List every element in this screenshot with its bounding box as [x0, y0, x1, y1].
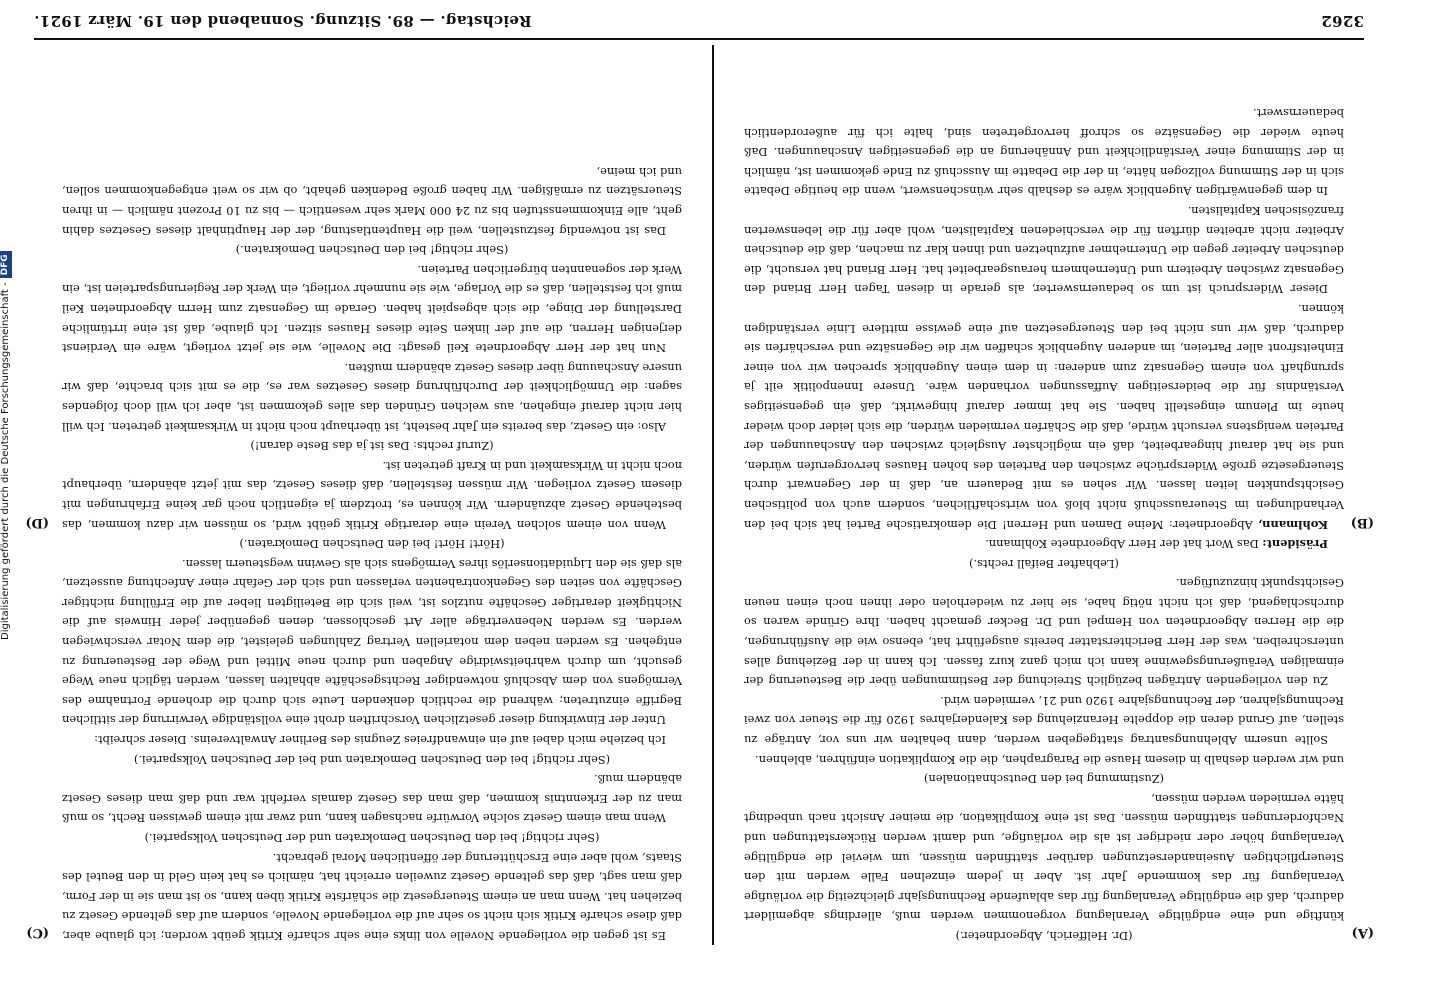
digitization-credit	[0, 254, 13, 640]
reaction: (Lebhafter Beifall rechts.)	[969, 556, 1119, 571]
paragraph: Also: ein Gesetz, das bereits ein Jahr besteht, ist überhaupt noch nicht in Wirksamkeit getreten. Ich will hier nicht darauf eingehen, aus welchen Gründen das alles gekommen ist, aber ich will doch folgendes sagen: die Unmöglichkeit der Durchführung dieses Gesetzes war es, die es mit sich brachte, daß wir unsere Anschauung über dieses Gesetz abändern mußten.	[62, 360, 682, 434]
reaction: (Sehr richtig! bei den Deutschen Demokraten und bei der Deutschen Volkspartei.)	[133, 752, 611, 767]
paragraph: In dem gegenwärtigen Augenblick wäre es deshalb sehr wünschenswert, wenn die heutige Debatte sich in der Stimmung vollzogen hätte, in der die Debatte im Ausschuß zu Ende gekommen ist, nämlich in der Stimmung einer Verständlichkeit und Annäherung an die gegenseitigen Anschauungen. Daß heute wieder die Gegensätze so schroff hervorgetreten sind, halte ich für außerordentlich bedauernswert.	[744, 106, 1344, 199]
reaction: (Zustimmung bei den Deutschnationalen)	[923, 772, 1165, 787]
reaction: (Sehr richtig! bei den Deutschen Demokraten und der Deutschen Volkspartei.)	[144, 831, 600, 846]
quotation: Unter der Einwirkung dieser gesetzlichen Vorschriften droht eine vollständige Verwirrung der sittlichen Begriffe einzutreten; während die rechtlich denkenden Leute sich durch die drohende Fortnahme des Vermögens von dem Abschluß notwendiger Rechtsgeschäfte abhalten lassen, werden täglich neue Wege gesucht, um durch wahrheitswidrige Angaben und durch neue Mittel und Wege der Besteuerung zu entgehen. Es werden neben dem notariellen Vertrag Zahlungen geleistet, die dem Notar verschwiegen werden. Es werden Nebenverträge aller Art geschlossen, denen gegenüber jeder Hinweis auf die Nichtigkeit derartiger Geschäfte nutzlos ist, weil sich die Beteiligten lieber auf die Erfüllung nichtiger Geschäfte von seiten des Gegenkontrahenten verlassen und sich der Gefahr einer Anfechtung aussetzen, als daß sie den Liquidationserlös ihres Vermögens sich als Gewinn wegsteuern lassen.	[62, 556, 682, 728]
page-header	[34, 7, 1364, 35]
right-column	[62, 45, 682, 945]
page-number: 3262	[1321, 12, 1364, 30]
margin-mark-b: (B)	[1350, 515, 1374, 530]
paragraph: Zu den vorliegenden Anträgen bezüglich Streichung der Bestimmungen über die Besteuerung der einmaligen Veräußerungsgewinne kann ich mich ganz kurz fassen. Ich kann in der Beziehung alles unterschreiben, was der Herr Berichterstatter bereits ausgeführt hat, ebenso wie die Ausführungen, die die Herren Abgeordneten von Hempel und Dr. Becker gemacht haben. Ihre Gründe waren so durchschlagend, daß ich nicht nötig habe, sie hier zu wiederholen oder ihnen noch einen neuen Gesichtspunkt hinzuzufügen.	[744, 576, 1344, 689]
paragraph	[744, 534, 1344, 554]
paragraph: Dieser Widerspruch ist um so bedauernswerter, als gerade in diesen Tagen Herr Briand den Gegensatz zwischen Arbeitern und Unternehmern herausgearbeitet hat. Herr Briand hat versucht, die deutschen Arbeiter gegen die Unternehmer aufzuhetzen und ihnen klar zu machen, daß die deutschen Arbeiter nicht arbeiten dürften für die verschiedenen Kapitalisten, wohl aber für die lebenswerten französischen Kapitalisten.	[744, 204, 1344, 297]
left-column	[744, 45, 1344, 945]
paragraph: und wir werden deshalb in diesem Hause die Paragraphen, die die Komplikation einführen, ablehnen.	[755, 752, 1344, 767]
paragraph: Wenn von einem solchen Verein eine derartige Kritik geübt wird, so müssen wir dazu kommen, das bestehende Gesetz abzuändern. Wir können es, trotzdem ja eigentlich noch gar keine Erfahrungen mit diesem Gesetz vorliegen. Wir müssen feststellen, daß dieses Gesetz, das mit jetzt abändern, überhaupt noch nicht in Wirksamkeit und in Kraft getreten ist.	[62, 458, 682, 532]
header-rule	[34, 38, 1364, 40]
speech-text: Das Wort hat der Herr Abgeordnete Kohlmann.	[985, 537, 1259, 552]
paragraph: Ich beziehe mich dabei auf ein einwandfreies Zeugnis des Berliner Anwaltvereins. Dieser schreibt:	[94, 733, 666, 748]
paragraph	[744, 298, 1344, 533]
reaction: (Zuruf rechts: Das ist ja das Beste daran!)	[250, 439, 494, 454]
margin-mark-c: (C)	[26, 925, 49, 940]
dfg-logo: DFG	[0, 251, 12, 278]
running-title: Reichstag. — 89. Sitzung. Sonnabend den 19. März 1921.	[34, 12, 532, 30]
margin-mark-a: (A)	[1351, 925, 1374, 940]
credit-text: Digitalisierung gefördert durch die Deutsche Forschungsgemeinschaft -	[0, 282, 11, 640]
reaction: (Hört! Hört! bei den Deutschen Demokraten.)	[239, 537, 505, 552]
paragraph: Das ist notwendig festzustellen, weil die Hauptentlastung, der der Hauptinhalt dieses Gesetzes dahin geht, alle Einkommensstufen bis zu 24 000 Mark sehr wesentlich — bis zu 10 Prozent nämlich — in ihren Steuersätzen zu ermäßigen. Wir haben große Bedenken gehabt, ob wir so weit entgegenkommen sollen, und ich meine,	[62, 164, 682, 238]
paragraph: Wenn man einem Gesetz solche Vorwürfe nachsagen kann, und zwar mit einem gewissen Recht, so muß man zu der Erkenntnis kommen, daß man das Gesetz damals verfehlt war und daß man dieses Gesetz abändern muß.	[62, 772, 682, 826]
paragraph: künftige und eine endgültige Veranlagung vorgenommen werden muß, allerdings abgemildert dadurch, daß die endgültige Veranlagung für das ablaufende Rechnungsjahr gleichzeitig die vorläufige Veranlagung für das kommende Jahr ist. Aber in jedem einzelnen Falle werden mit den Steuerpflichtigen Auseinandersetzungen darüber stattfinden müssen, um wieviel die endgültige Veranlagung höher oder niedriger ist als die vorläufige, und damit werden Rückerstattungen und Nachforderungen stattfinden müssen. Das ist eine Komplikation, die meiner Ansicht nach unbedingt hätte vermieden werden müssen,	[744, 791, 1344, 924]
speech-text: Abgeordneter: Meine Damen und Herren! Die demokratische Partei hat sich bei den Verhandlungen im Steuerausschuß nicht bloß von wirtschaftlichen, sondern auch von politischen Gesichtspunkten leiten lassen. Wir sehen es mit Bedauern an, daß in der Gegenwart durch Steuergesetze große Widersprüche zwischen den Parteien des hohen Hauses hervorgerufen würden, und sie hat darauf hingearbeitet, daß ein möglichster Ausgleich zwischen den Anschauungen der Parteien wenigstens versucht würde, daß die Schärfen vermieden würden, die sich leider doch wieder heute im Plenum eingestellt haben. Sie hat immer darauf hingewirkt, daß ein gegenseitiges Verständnis für die beiderseitigen Auffassungen vorhanden wäre. Unsere Innenpolitik eilt ja sprunghaft von einem Gegensatz zum anderen: in dem einen Augenblick sprechen wir von einer Einheitsfront aller Parteien, im anderen Augenblick schaffen wir die Gegensätze und verschärfen sie dadurch, daß wir uns nicht bei den Steuergesetzen auf eine gewisse mittlere Linie verständigen können.	[744, 302, 1344, 532]
paragraph: Es ist gegen die vorliegende Novelle von links eine sehr scharfe Kritik geübt worden; ich glaube aber, daß diese scharfe Kritik sich nicht so sehr auf die vorliegende Novelle, sondern auf das geltende Gesetz zu beziehen hat. Wenn man an einem Steuergesetz die schärfste Kritik üben kann, so ist man sie in der Form, daß man sagt, daß das geltende Gesetz zuweilen erreicht hat, nämlich es hat kein Geld in den Beutel des Staats, wohl aber eine Erschütterung der öffentlichen Moral gebracht.	[62, 850, 682, 943]
speaker-name: Kohlmann,	[1258, 517, 1328, 532]
speaker-name: Präsident:	[1262, 537, 1328, 552]
margin-mark-d: (D)	[25, 515, 49, 530]
paragraph: Sollte unserm Ablehnungsantrag stattgegeben werden, dann behalten wir uns vor, Anträge zu stellen, auf Grund deren die doppelte Heranziehung des Kalenderjahres 1920 für die Steuer von zwei Rechnungsjahren, der Rechnungsjahre 1920 und 21, vermieden wird.	[744, 693, 1344, 748]
speaker-continuation: (Dr. Helfferich, Abgeordneter.)	[955, 929, 1133, 943]
column-divider	[712, 45, 714, 945]
reaction: (Sehr richtig! bei den Deutschen Demokraten.)	[235, 243, 509, 258]
paragraph: Nun hat der Herr Abgeordnete Keil gesagt: Die Novelle, wie sie jetzt vorliegt, wäre ein Verdienst derjenigen Herren, die auf der linken Seite dieses Hauses sitzen. Ich glaube, daß ist eine irrtümliche Darstellung der Dinge, die sich abgespielt haben. Gerade im Gegensatz zum Herrn Abgeordneten Keil muß ich feststellen, daß es die Vorlage, wie sie nunmehr vorliegt, ein Werk der Regierungsparteien ist, ein Werk der sogenannten bürgerlichen Parteien.	[62, 262, 682, 356]
